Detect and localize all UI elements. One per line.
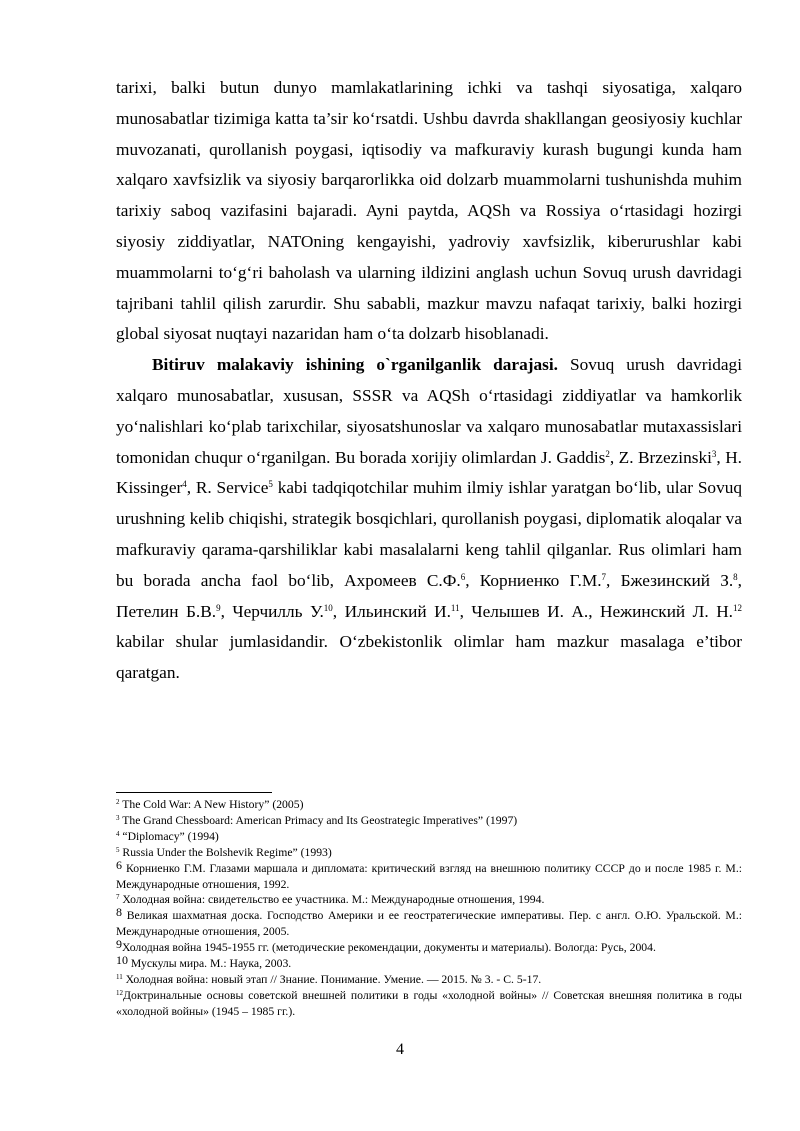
- footnote-mark: 10: [116, 953, 128, 968]
- footnote-text: Холодная война: свидетельство ее участника. М.: Международные отношения, 1994.: [119, 893, 545, 907]
- paragraph-1: tarixi, balki butun dunyo mamlakatlarining ichki va tashqi siyosatiga, xalqaro munosabatlar tizimiga katta ta’sir ko‘rsatdi. Ushbu davrda shakllangan geosiyosiy kuchlar muvozanati, qurollanish poygasi, iqtisodiy va mafkuraviy kurash bugungi kunda ham xalqaro xavfsizlik va siyosiy barqarorlikka oid dolzarb muammolarni tushunishda muhim tarixiy saboq vazifasini bajaradi. Ayni paytda, AQSh va Rossiya o‘rtasidagi hozirgi siyosiy ziddiyatlar, NATOning kengayishi, yadroviy xavfsizlik, kiberurushlar kabi muammolarni to‘g‘ri baholash va ularning ildizini anglash uchun Sovuq urush davridagi tajribani tahlil qilish zarurdir. Shu sababli, mazkur mavzu nafaqat tarixiy, balki hozirgi global siyosat nuqtayi nazaridan ham o‘ta dolzarb hisoblanadi.: [116, 78, 742, 344]
- footnote-text: Мускулы мира. М.: Наука, 2003.: [128, 957, 292, 971]
- body-text: [116, 73, 742, 689]
- footnote-text: Доктринальные основы советской внешней политики в годы «холодной войны» // Советская внешняя политика в годы «холодной войны» (1945 – 1985 гг.).: [116, 988, 742, 1018]
- footnote: [116, 937, 742, 956]
- footnote-ref[interactable]: 7: [601, 571, 607, 582]
- footnote-ref[interactable]: 11: [450, 602, 460, 613]
- footnote-ref[interactable]: 8: [733, 571, 738, 582]
- footnote-text: Russia Under the Bolshevik Regime” (1993): [119, 845, 332, 859]
- footnote: [116, 905, 742, 940]
- footnote: [116, 892, 742, 908]
- footnote: [116, 988, 742, 1020]
- footnote: [116, 857, 742, 893]
- footnote-mark: 11: [116, 972, 123, 981]
- footnote-separator: [116, 792, 272, 793]
- footnote-ref[interactable]: 12: [733, 602, 742, 613]
- footnote-mark: 6: [116, 857, 122, 872]
- paragraph-text: , Бжезинский З.: [606, 570, 734, 590]
- footnote-mark: 5: [116, 845, 120, 854]
- paragraph-text: Sovuq urush davridagi xalqaro munosabatlar, xususan, SSSR va AQSh o‘rtasidagi ziddiyatlar va hamkorlik yo‘nalishlari ko‘plab tarixchilar, siyosatshunoslar va xalqaro munosabatlar mutaxassislari tomonidan chuqur o‘rganilgan. Bu borada xorijiy olimlardan J. Gaddis: [116, 355, 743, 467]
- paragraph-text: , Корниенко Г.М.: [465, 570, 602, 590]
- footnote-mark: 7: [116, 893, 120, 902]
- footnote: [116, 829, 742, 845]
- footnote-ref[interactable]: 4: [182, 479, 187, 490]
- paragraph-text: kabi tadqiqotchilar muhim ilmiy ishlar yaratgan bo‘lib, ular Sovuq urushning kelib chiqishi, strategik bosqichlari, qurollanish poygasi, diplomatik aloqalar va mafkuraviy qarama-qarshiliklar kabi masalalarni keng tahlil qilganlar. Rus olimlari ham bu borada ancha faol bo‘lib, Ахромеев С.Ф.: [116, 478, 742, 590]
- footnote-mark: 8: [116, 905, 122, 920]
- footnotes-list: [116, 797, 742, 1020]
- footnote: [116, 972, 742, 988]
- footnote-ref[interactable]: 6: [460, 571, 466, 582]
- footnote: [116, 953, 742, 972]
- footnote-ref[interactable]: 5: [268, 479, 273, 490]
- footnote: [116, 845, 742, 861]
- footnote-text: Холодная война: новый этап // Знание. Понимание. Умение. — 2015. № 3. - С. 5-17.: [122, 972, 542, 986]
- page-number: 4: [396, 1041, 404, 1058]
- footnote-text: The Grand Chessboard: American Primacy and Its Geostrategic Imperatives” (1997): [119, 813, 518, 827]
- footnote-text: The Cold War: A New History” (2005): [119, 798, 304, 811]
- footnote-text: Холодная война 1945-1955 гг. (методические рекомендации, документы и материалы). Вологда: Русь, 2004.: [122, 941, 656, 955]
- footnote-ref[interactable]: 3: [711, 448, 717, 459]
- footnote-ref[interactable]: 2: [605, 448, 610, 459]
- footnote-mark: 3: [116, 813, 120, 822]
- footnote-text: Корниенко Г.М. Глазами маршала и дипломата: критический взгляд на внешнюю политику СССР до и после 1985 г. М.: Международные отношения, 1992.: [116, 861, 742, 891]
- footnote-mark: 12: [116, 988, 123, 997]
- section-heading: Bitiruv malakaviy ishining o`rganilganlik darajasi.: [152, 355, 558, 375]
- paragraph-text: , Z. Brzezinski: [609, 447, 712, 467]
- footnote-text: “Diplomacy” (1994): [119, 829, 219, 843]
- paragraph-2: [116, 350, 742, 689]
- paragraph-text: , H. Kissinger: [116, 447, 743, 498]
- footnote: [116, 797, 742, 813]
- footnote-ref[interactable]: 9: [216, 602, 221, 613]
- footnote-mark: 4: [116, 829, 120, 838]
- paragraph-text: , Челышев И. А., Нежинский Л. Н.: [459, 601, 733, 621]
- paragraph-text: , R. Service: [186, 478, 269, 498]
- footnote-mark: 9: [116, 937, 122, 952]
- paragraph-text: , Черчилль У.: [220, 601, 324, 621]
- paragraph-text: kabilar shular jumlasidandir. O‘zbekistonlik olimlar ham mazkur masalaga e’tibor qaratgan.: [116, 632, 742, 683]
- paragraph-text: , Ильинский И.: [332, 601, 451, 621]
- paragraph-text: , Петелин Б.В.: [116, 570, 742, 621]
- footnote-mark: 2: [116, 798, 120, 806]
- footnote-text: Великая шахматная доска. Господство Америки и ее геостратегические императивы. Пер. с англ. О.Ю. Уральской. М.: Международные отношения, 2005.: [116, 909, 742, 939]
- footnote-ref[interactable]: 10: [323, 602, 333, 613]
- footnote: [116, 813, 742, 829]
